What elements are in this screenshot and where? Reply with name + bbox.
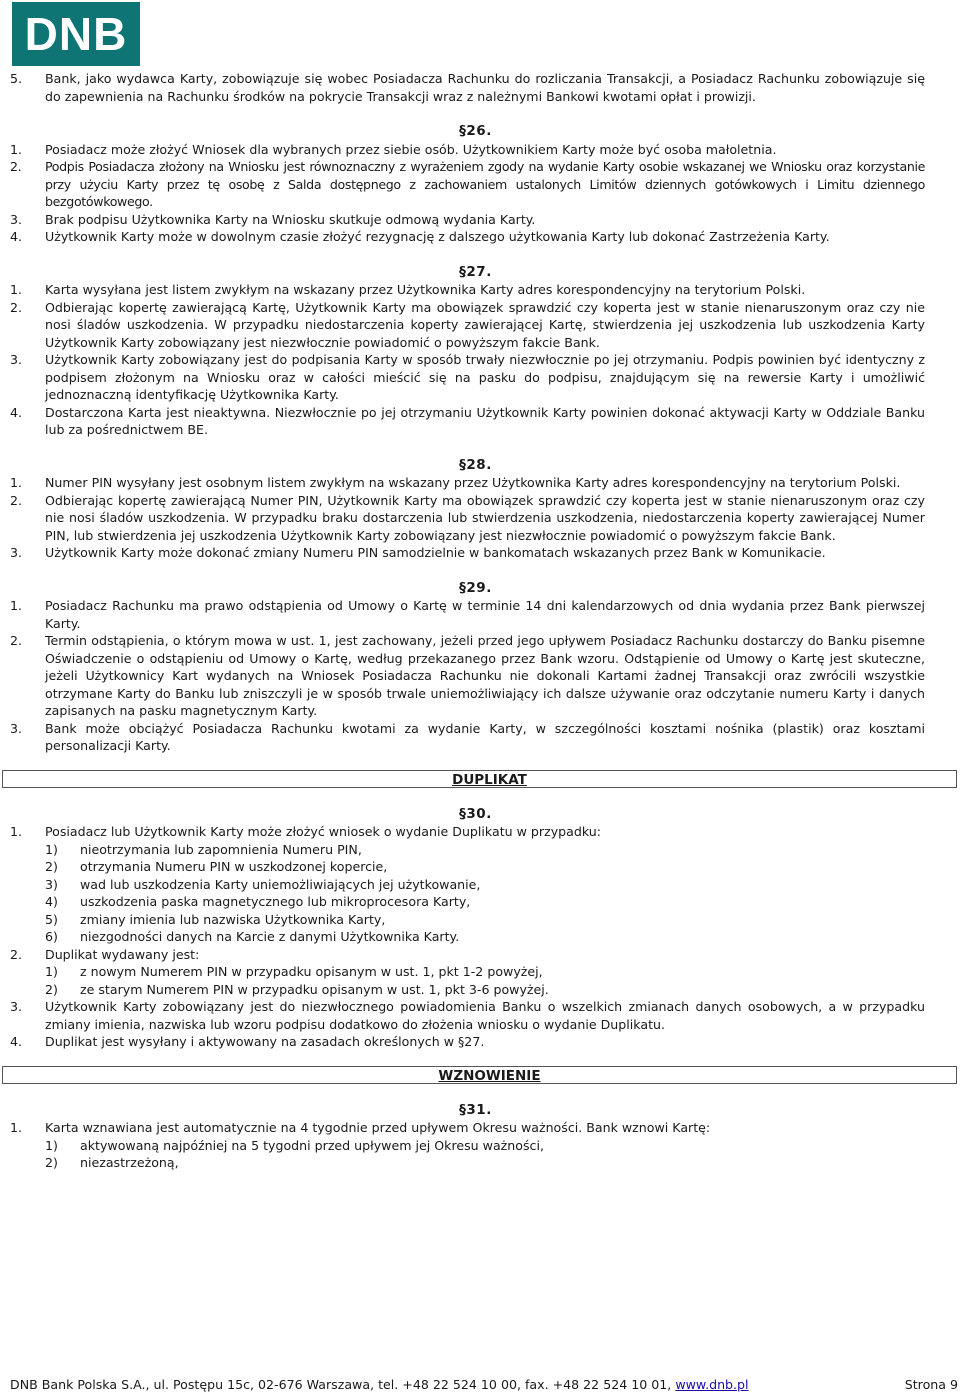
item-number: 3. xyxy=(10,999,23,1014)
item-number: 2. xyxy=(10,159,22,174)
sub-number: 2) xyxy=(45,859,58,874)
section-28-list xyxy=(10,474,925,562)
sub-number: 6) xyxy=(45,929,58,944)
sub-item xyxy=(45,1137,925,1155)
footer-website-link[interactable]: www.dnb.pl xyxy=(675,1377,749,1392)
item-text: Użytkownik Karty zobowiązany jest do niezwłocznego powiadomienia Banku o wszelkich zmianach danych osobowych, a w przypadku zmiany imienia, nazwiska lub wzoru podpisu dodatkowo do złożenia wniosku o wydanie Duplikatu. xyxy=(45,999,925,1032)
list-item xyxy=(10,632,925,720)
section-30-list xyxy=(10,823,925,1051)
item-number: 3. xyxy=(10,352,23,367)
sub-text: zmiany imienia lub nazwiska Użytkownika Karty, xyxy=(80,911,386,927)
sub-number: 1) xyxy=(45,841,58,857)
sub-item xyxy=(45,1154,925,1172)
item-number: 1. xyxy=(10,598,23,613)
list-item xyxy=(10,141,925,159)
sub-number: 2) xyxy=(45,1155,58,1170)
sub-item xyxy=(45,858,925,876)
item-text: Karta wznawiana jest automatycznie na 4 tygodnie przed upływem Okresu ważności. Bank wznowi Kartę: xyxy=(45,1120,711,1135)
sub-text: ze starym Numerem PIN w przypadku opisanym w ust. 1, pkt 3-6 powyżej. xyxy=(80,981,549,997)
sub-number: 2) xyxy=(45,981,58,997)
section-31-title: §31. xyxy=(459,1101,492,1118)
sub-number: 1) xyxy=(45,1137,58,1153)
item-number: 1. xyxy=(10,475,23,490)
item-text: Użytkownik Karty zobowiązany jest do podpisania Karty w sposób trwały niezwłocznie po jej otrzymaniu. Podpis powinien być identyczny z podpisem złożonym na Wniosku oraz w całości mieścić się na pasku do podpisu, znajdującym się na rewersie Karty i umożliwić jednoznaczną identyfikację Użytkownika Karty. xyxy=(45,352,925,402)
wznowienie-title: WZNOWIENIE xyxy=(438,1067,541,1084)
list-item xyxy=(10,228,925,246)
item-number: 1. xyxy=(10,1120,23,1135)
item-text: Brak podpisu Użytkownika Karty na Wniosku skutkuje odmową wydania Karty. xyxy=(45,211,536,227)
list-item xyxy=(10,544,925,562)
section-26-list xyxy=(10,141,925,246)
item-number: 3. xyxy=(10,211,23,227)
sub-number: 4) xyxy=(45,894,58,909)
list-item xyxy=(10,158,925,211)
section-31-list xyxy=(10,1119,925,1172)
list-item xyxy=(10,351,925,404)
item-number: 4. xyxy=(10,404,23,420)
sub-item xyxy=(45,981,925,999)
dnb-logo: DNB xyxy=(12,2,140,66)
item-text: Podpis Posiadacza złożony na Wniosku jest równoznaczny z wyrażeniem zgody na wydanie Karty osobie wskazanej we Wniosku oraz korzystanie przy użyciu Karty przez tę osobę z Salda dostępnego z zachowaniem ustalonych Limitów dziennych gotówkowych i Limitu dziennego bezgotówkowego. xyxy=(45,159,925,209)
page-footer xyxy=(10,1377,958,1393)
sub-item xyxy=(45,963,925,981)
sub-text: z nowym Numerem PIN w przypadku opisanym w ust. 1, pkt 1-2 powyżej, xyxy=(80,964,543,979)
sub-text: aktywowaną najpóźniej na 5 tygodni przed upływem jej Okresu ważności, xyxy=(80,1137,544,1153)
list-item xyxy=(10,211,925,229)
list-item xyxy=(10,404,925,439)
item-number: 3. xyxy=(10,720,23,736)
list-item xyxy=(10,474,925,492)
sub-item xyxy=(45,911,925,929)
item-number: 3. xyxy=(10,545,23,560)
intro-paragraph xyxy=(10,70,925,105)
duplikat-title: DUPLIKAT xyxy=(452,771,527,788)
list-item xyxy=(10,823,925,841)
duplikat-section-header xyxy=(2,770,957,788)
item-text: Posiadacz lub Użytkownik Karty może złożyć wniosek o wydanie Duplikatu w przypadku: xyxy=(45,824,601,839)
item-text: Bank, jako wydawca Karty, zobowiązuje się wobec Posiadacza Rachunku do rozliczania Transakcji, a Posiadacz Rachunku zobowiązuje się do zapewnienia na Rachunku środków na pokrycie Transakcji wraz z należnymi Bankowi kwotami opłat i prowizji. xyxy=(45,71,925,104)
sub-item xyxy=(45,893,925,911)
item-text: Odbierając kopertę zawierającą Numer PIN, Użytkownik Karty ma obowiązek sprawdzić czy koperta jest w stanie nienaruszonym oraz czy nie nosi śladów uszkodzenia. W przypadku braku dostarczenia lub stwierdzenia uszkodzenia, niedostarczenia koperty zawierającej Numer PIN, lub stwierdzenia jej uszkodzenia Użytkownik Karty zobowiązany jest niezwłocznie powiadomić o powyższym fakcie Bank. xyxy=(45,492,925,543)
item-text: Użytkownik Karty może w dowolnym czasie złożyć rezygnację z dalszego użytkowania Karty lub dokonać Zastrzeżenia Karty. xyxy=(45,229,830,244)
sub-item xyxy=(45,841,925,859)
item-text: Duplikat wydawany jest: xyxy=(45,946,200,962)
item-number: 5. xyxy=(10,71,23,86)
item-text: Karta wysyłana jest listem zwykłym na wskazany przez Użytkownika Karty adres korespondencyjny na terytorium Polski. xyxy=(45,282,806,297)
sub-text: uszkodzenia paska magnetycznego lub mikroprocesora Karty, xyxy=(80,894,471,909)
item-text: Użytkownik Karty może dokonać zmiany Numeru PIN samodzielnie w bankomatach wskazanych przez Bank w Komunikacie. xyxy=(45,545,826,560)
item-number: 1. xyxy=(10,141,23,157)
list-item xyxy=(10,492,925,545)
sub-text: wad lub uszkodzenia Karty uniemożliwiających jej użytkowanie, xyxy=(80,876,481,892)
list-item xyxy=(10,281,925,299)
footer-address: DNB Bank Polska S.A., ul. Postępu 15c, 02-676 Warszawa, tel. +48 22 524 10 00, fax. +48 22 524 10 01, xyxy=(10,1377,672,1392)
item-number: 2. xyxy=(10,492,23,508)
sub-item xyxy=(45,928,925,946)
item-number: 1. xyxy=(10,282,23,297)
section-29-list xyxy=(10,597,925,755)
sub-text: niezgodności danych na Karcie z danymi Użytkownika Karty. xyxy=(80,929,460,944)
item-number: 2. xyxy=(10,946,23,962)
list-item xyxy=(10,1033,925,1051)
item-number: 4. xyxy=(10,229,23,244)
sub-item xyxy=(45,876,925,894)
item-number: 2. xyxy=(10,299,23,315)
page-number: Strona 9 xyxy=(904,1377,958,1392)
wznowienie-section-header xyxy=(2,1066,957,1084)
item-number: 4. xyxy=(10,1034,23,1049)
sub-number: 5) xyxy=(45,911,58,927)
section-28-title: §28. xyxy=(459,456,492,473)
section-26-title: §26. xyxy=(459,123,492,139)
sub-text: otrzymania Numeru PIN w uszkodzonej kopercie, xyxy=(80,859,388,874)
item-text: Bank może obciążyć Posiadacza Rachunku kwotami za wydanie Karty, w szczególności kosztami nośnika (plastik) oraz kosztami personalizacji Karty. xyxy=(45,720,925,753)
item-number: 2. xyxy=(10,633,23,648)
section-27-list xyxy=(10,281,925,439)
sub-text: nieotrzymania lub zapomnienia Numeru PIN, xyxy=(80,841,362,857)
list-item xyxy=(10,998,925,1033)
section-27-title: §27. xyxy=(459,263,492,280)
footer-address-block xyxy=(10,1377,749,1393)
sub-number: 3) xyxy=(45,876,58,892)
document-body xyxy=(10,70,925,1172)
section-29-title: §29. xyxy=(459,579,492,596)
sub-text: niezastrzeżoną, xyxy=(80,1155,179,1170)
item-text: Termin odstąpienia, o którym mowa w ust. 1, jest zachowany, jeżeli przed jego upływem Posiadacz Rachunku dostarczy do Banku pisemne Oświadczenie o odstąpieniu od Umowy o Kartę, według przekazanego przez Bank wzoru. Odstąpienie od Umowy o Kartę jest skuteczne, jeżeli Użytkownicy Kart wydanych na Wniosek Posiadacza Rachunku nie dokonali Kartami żadnej Transakcji oraz zwrócili wszystkie otrzymane Karty do Banku lub zniszczyli je w sposób trwale uniemożliwiający ich dalsze używanie oraz odczytanie numeru Karty i danych zapisanych na pasku magnetycznym Karty. xyxy=(45,633,925,718)
item-text: Posiadacz Rachunku ma prawo odstąpienia od Umowy o Kartę w terminie 14 dni kalendarzowych od dnia wydania przez Bank pierwszej Karty. xyxy=(45,598,925,631)
list-item xyxy=(10,946,925,964)
item-text: Duplikat jest wysyłany i aktywowany na zasadach określonych w §27. xyxy=(45,1034,485,1049)
sub-number: 1) xyxy=(45,964,58,979)
section-30-title: §30. xyxy=(459,805,492,822)
list-item xyxy=(10,299,925,352)
item-text: Odbierając kopertę zawierającą Kartę, Użytkownik Karty ma obowiązek sprawdzić czy koperta jest w stanie nienaruszonym oraz czy nie nosi śladów uszkodzenia. W przypadku niedostarczenia koperty zawierającej Kartę, stwierdzenia jej uszkodzenia lub uszkodzenia Karty Użytkownik Karty zobowiązany jest niezwłocznie powiadomić o powyższym fakcie Bank. xyxy=(45,299,925,350)
item-text: Posiadacz może złożyć Wniosek dla wybranych przez siebie osób. Użytkownikiem Karty może być osoba małoletnia. xyxy=(45,141,777,157)
item-text: Dostarczona Karta jest nieaktywna. Niezwłocznie po jej otrzymaniu Użytkownik Karty powinien dokonać aktywacji Karty w Oddziale Banku lub za pośrednictwem BE. xyxy=(45,404,925,437)
list-item xyxy=(10,720,925,755)
item-text: Numer PIN wysyłany jest osobnym listem zwykłym na wskazany przez Użytkownika Karty adres korespondencyjny na terytorium Polski. xyxy=(45,475,901,490)
list-item xyxy=(10,597,925,632)
item-number: 1. xyxy=(10,824,23,839)
list-item xyxy=(10,1119,925,1137)
